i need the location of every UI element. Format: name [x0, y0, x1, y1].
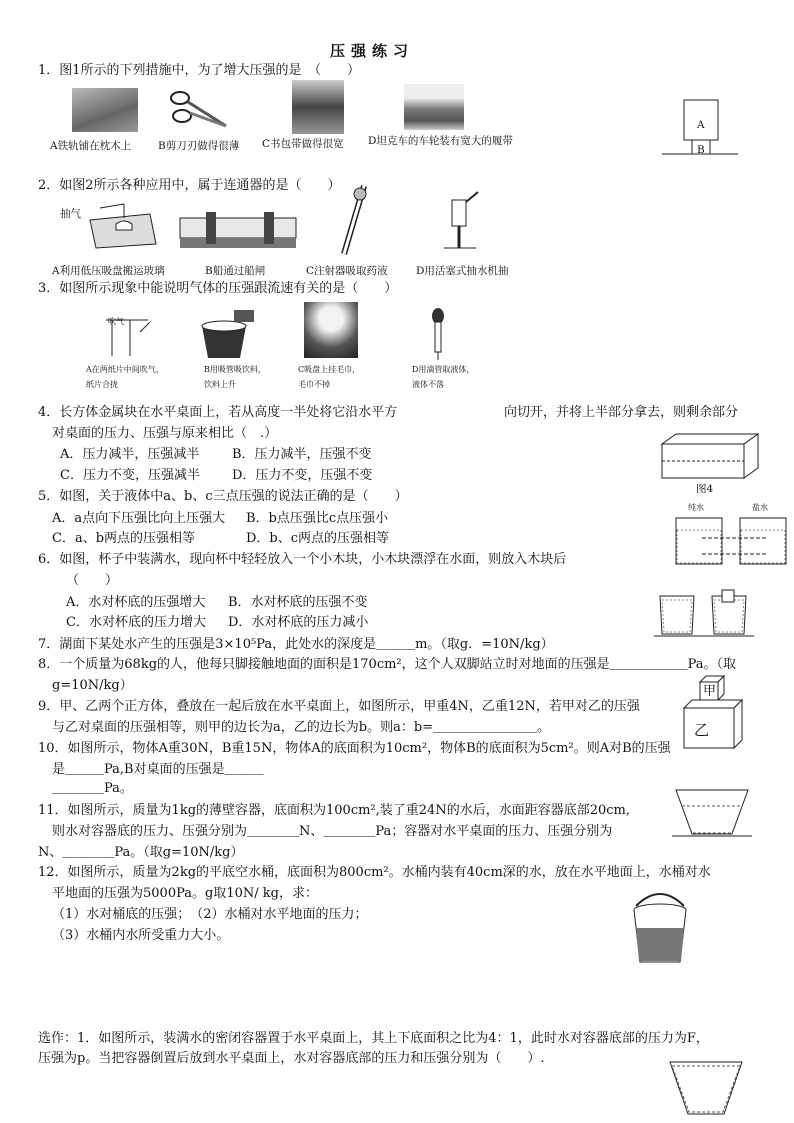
- q4-option-b: B．压力减半，压强不变: [232, 447, 372, 462]
- q6-option-b: B．水对杯底的压强不变: [228, 595, 368, 610]
- suction-hook-photo: [304, 302, 358, 358]
- salt-water-label: 盐水: [752, 503, 768, 512]
- q2-option-b: B船通过船闸: [205, 265, 266, 277]
- cups-figure: [654, 590, 754, 638]
- railway-photo: [72, 88, 138, 132]
- metal-block-figure: [660, 432, 760, 482]
- q4-line1a: 4．长方体金属块在水平桌面上，若从高度一半处将它沿水平方: [38, 405, 398, 420]
- q3-caption-a2: 纸片合拢: [86, 380, 118, 389]
- q1-option-c: C书包带做得很宽: [262, 138, 344, 150]
- q12-line4: （3）水桶内水所受重力大小。: [52, 928, 230, 943]
- q3-stem: 3．如图所示现象中能说明气体的压强跟流速有关的是（ ）: [38, 281, 398, 296]
- q11-line3: N、＿＿＿＿Pa。（取g=10N/kg）: [38, 845, 244, 860]
- pure-water-label: 纯水: [688, 503, 704, 512]
- q4-option-d: D．压力不变，压强不变: [232, 468, 373, 483]
- scissors-image: [168, 86, 228, 134]
- q3-blow-label: 吹气: [108, 317, 124, 326]
- q12-line2: 平地面的压强为5000Pa。g取10N/ kg，求：: [52, 886, 318, 901]
- q10-line1: 10．如图所示，物体A重30N，B重15N，物体A的底面积为10cm²，物体B的底面积为5cm²。则A对B的压强: [38, 741, 671, 756]
- q8-line2: g=10N/kg）: [52, 678, 133, 693]
- q1-option-a: A铁轨铺在枕木上: [50, 140, 132, 152]
- q6-option-c: C．水对杯底的压力增大: [66, 615, 206, 630]
- page-title: 压强练习: [330, 42, 415, 60]
- q8-line1: 8．一个质量为68kg的人，他每只脚接触地面的面积是170cm²，这个人双脚站立时对地面的压强是＿＿＿＿＿＿Pa。（取: [38, 657, 737, 672]
- q4-option-a: A．压力减半，压强减半: [60, 447, 200, 462]
- schoolbag-photo: [292, 80, 344, 134]
- q10-line3: ＿＿＿＿Pa。: [52, 781, 133, 796]
- q12-line1: 12．如图所示，质量为2kg的平底空水桶，底面积为800cm²。水桶内装有40cm深的水，放在水平地面上，水桶对水: [38, 865, 711, 880]
- q6-blank: （ ）: [66, 573, 119, 588]
- q5-option-b: B．b点压强比c点压强小: [246, 511, 389, 526]
- q5-option-a: A．a点向下压强比向上压强大: [52, 511, 226, 526]
- q6-stem: 6．如图，杯子中装满水，现向杯中轻轻放入一个小木块，小木块漂浮在水面，则放入木块后: [38, 552, 567, 567]
- q1-option-d: D坦克车的车轮装有宽大的履带: [368, 135, 513, 147]
- q3-caption-b1: B用吸管吸饮料，: [204, 365, 266, 374]
- q7-text: 7．湖面下某处水产生的压强是3×10⁵Pa，此处水的深度是＿＿＿m。（取g．=10N/kg）: [38, 637, 554, 652]
- q5-option-d: D．b、c两点的压强相等: [246, 531, 390, 546]
- q9-line1: 9．甲、乙两个正方体，叠放在一起后放在水平桌面上，如图所示，甲重4N，乙重12N，若甲对乙的压强: [38, 699, 640, 714]
- water-bucket-figure: [628, 888, 692, 968]
- q3-caption-b2: 饮料上升: [204, 380, 236, 389]
- q6-option-a: A．水对杯底的压强增大: [66, 595, 206, 610]
- q3-caption-c1: C吸盘上挂毛巾，: [298, 365, 361, 374]
- q1-option-b: B剪刀刃做得很薄: [158, 140, 240, 152]
- tank-photo: [404, 84, 464, 130]
- q11-line2: 则水对容器底的压力、压强分别为＿＿＿＿N、＿＿＿＿Pa；容器对水平桌面的压力、压强分别为: [52, 824, 613, 839]
- cube-jia-label: 甲: [703, 684, 717, 699]
- q2-suction-label: 抽气: [60, 208, 81, 220]
- q5-stem: 5．如图，关于液体中a、b、c三点压强的说法正确的是（ ）: [38, 489, 408, 504]
- syringe-figure: [334, 184, 374, 258]
- block-b-label: B: [697, 144, 705, 156]
- q5-option-c: C．a、b两点的压强相等: [52, 531, 196, 546]
- fig4-caption: 图4: [696, 483, 714, 495]
- block-a-label: A: [697, 119, 705, 131]
- q6-option-d: D．水对杯底的压力减小: [228, 615, 369, 630]
- q4-line1b: 向切开，并将上半部分拿去，则剩余部分: [504, 405, 739, 420]
- dropper-figure: [428, 306, 448, 362]
- paper-sheets-figure: [100, 312, 154, 360]
- q3-caption-c2: 毛巾不掉: [298, 380, 330, 389]
- q3-caption-a1: A在两纸片中间吹气，: [86, 365, 164, 374]
- water-pump-figure: [440, 188, 480, 254]
- q11-line1: 11．如图所示，质量为1kg的薄壁容器，底面积为100cm²,装了重24N的水后，水面距容器底部20cm,: [38, 803, 630, 818]
- inverted-container-figure: [668, 1060, 744, 1118]
- q1-stem: 1．图1所示的下列措施中，为了增大压强的是 （ ）: [38, 63, 361, 78]
- extra-line2: 压强为p。当把容器倒置后放到水平桌面上，水对容器底部的压力和压强分别为（ ）.: [38, 1051, 545, 1066]
- q2-option-c: C注射器吸取药液: [306, 265, 388, 277]
- cube-yi-label: 乙: [694, 721, 710, 739]
- suction-cup-figure: [80, 200, 160, 248]
- ship-lock-figure: [180, 208, 296, 252]
- q2-option-a: A利用低压吸盘搬运玻璃: [52, 265, 165, 277]
- q4-option-c: C．压力不变，压强减半: [60, 468, 200, 483]
- q2-option-d: D用活塞式抽水机抽: [416, 265, 509, 277]
- q3-caption-d2: 液体不落: [412, 380, 444, 389]
- q3-caption-d1: D用滴管取液体，: [412, 365, 475, 374]
- straw-cup-figure: [198, 308, 258, 360]
- q9-line2: 与乙对桌面的压强相等，则甲的边长为a，乙的边长为b。则a：b=＿＿＿＿＿＿＿＿。: [52, 720, 551, 735]
- beakers-figure: [672, 514, 790, 568]
- q10-line2: 是＿＿＿Pa,B对桌面的压强是＿＿＿: [52, 762, 264, 777]
- q12-line3: （1）水对桶底的压强； （2）水桶对水平地面的压力；: [52, 907, 368, 922]
- q2-stem: 2．如图2所示各种应用中，属于连通器的是（ ）: [38, 178, 341, 193]
- extra-line1: 选作：1．如图所示，装满水的密闭容器置于水平桌面上，其上下底面积之比为4：1，此时水对容器底部的压力为F，: [38, 1031, 709, 1046]
- trapezoid-container-figure: [672, 786, 752, 842]
- q4-line2: 对桌面的压力、压强与原来相比（ .）: [52, 426, 278, 441]
